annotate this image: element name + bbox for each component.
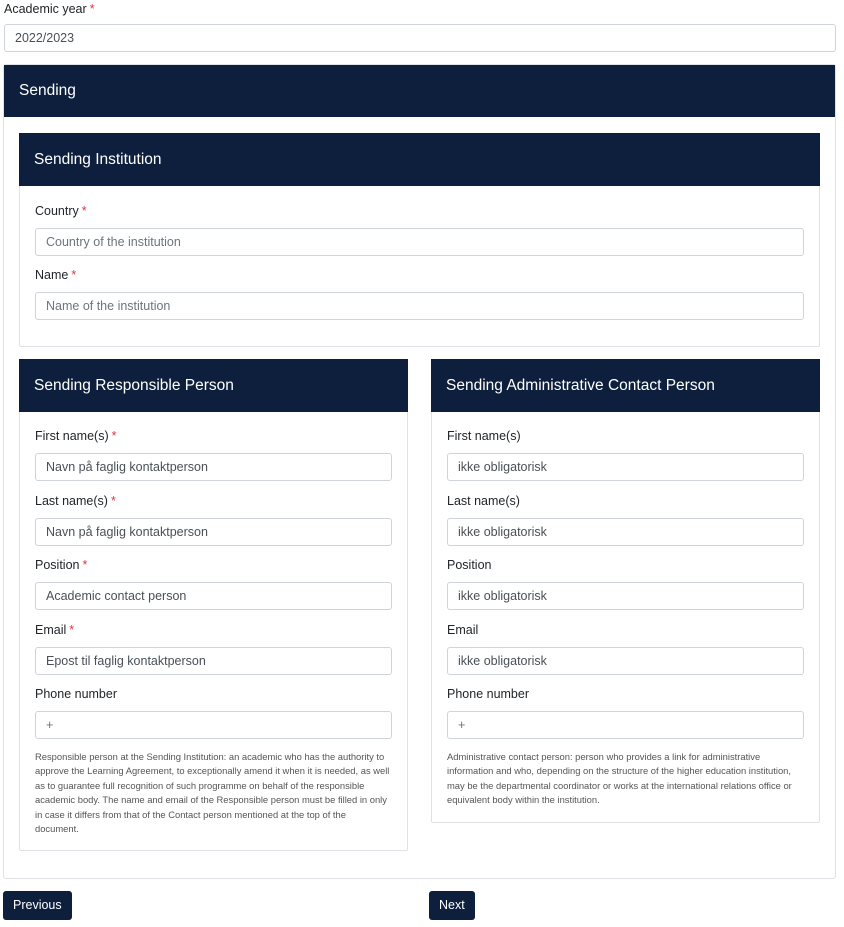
required-marker: * [82,558,88,572]
required-marker: * [71,268,77,282]
resp-position-label-text: Position [35,558,80,572]
admin-phone-label: Phone number [447,687,530,701]
country-label [35,203,804,220]
admin-position-field [447,557,804,610]
admin-email-label: Email [447,623,479,637]
resp-position-field [35,557,392,610]
responsible-person-card [19,359,408,851]
admin-phone-field [447,686,804,739]
country-input[interactable]: Country of the institution [35,228,804,256]
resp-last-name-input[interactable]: Navn på faglig kontaktperson [35,518,392,546]
responsible-person-header: Sending Responsible Person [19,359,408,412]
admin-position-input[interactable]: ikke obligatorisk [447,582,804,610]
resp-phone-field [35,686,392,739]
admin-email-field [447,622,804,675]
admin-first-name-input[interactable]: ikke obligatorisk [447,453,804,481]
sending-institution-card [19,133,820,347]
required-marker: * [89,2,95,16]
sending-section-header: Sending [4,65,835,117]
academic-year-label [4,2,95,16]
academic-year-input[interactable]: 2022/2023 [4,24,836,52]
admin-last-name-input[interactable]: ikke obligatorisk [447,518,804,546]
resp-email-input[interactable]: Epost til faglig kontaktperson [35,647,392,675]
admin-email-input[interactable]: ikke obligatorisk [447,647,804,675]
administrative-contact-note: Administrative contact person: person who provides a link for administrative information and who, depending on the structure of the higher education institution, may be the departmental coordinator or works at the international relations office or equivalent body within the institution. [447,751,792,806]
academic-year-label-text: Academic year [4,2,87,16]
required-marker: * [111,429,117,443]
sending-section [3,64,836,879]
resp-email-label [35,622,392,639]
resp-phone-label: Phone number [35,687,118,701]
resp-first-name-input[interactable]: Navn på faglig kontaktperson [35,453,392,481]
administrative-contact-card [431,359,820,823]
resp-position-label [35,557,392,574]
institution-name-label [35,267,804,284]
admin-phone-input[interactable]: + [447,711,804,739]
next-button[interactable]: Next [429,891,475,920]
required-marker: * [81,204,87,218]
country-field [35,203,804,256]
institution-name-label-text: Name [35,268,69,282]
resp-first-name-label [35,428,392,445]
institution-name-field [35,267,804,320]
resp-first-name-field [35,428,392,481]
required-marker: * [69,623,75,637]
country-label-text: Country [35,204,79,218]
previous-button[interactable]: Previous [3,891,72,920]
admin-last-name-label: Last name(s) [447,494,520,508]
admin-first-name-label: First name(s) [447,429,521,443]
resp-first-name-label-text: First name(s) [35,429,109,443]
institution-name-input[interactable]: Name of the institution [35,292,804,320]
resp-email-label-text: Email [35,623,67,637]
resp-last-name-field [35,493,392,546]
admin-position-label: Position [447,558,492,572]
responsible-person-note: Responsible person at the Sending Institution: an academic who has the authority to approve the Learning Agreement, to exceptionally amend it when it is needed, as well as to guarantee full recognition of such programme on behalf of the responsible academic body. The name and email of the Responsible person must be filled in only in case it differs from that of the Contact person mentioned at the top of the document. [35,751,390,835]
resp-last-name-label [35,493,392,510]
resp-position-input[interactable]: Academic contact person [35,582,392,610]
resp-email-field [35,622,392,675]
required-marker: * [110,494,116,508]
resp-last-name-label-text: Last name(s) [35,494,108,508]
admin-first-name-field [447,428,804,481]
sending-institution-header: Sending Institution [19,133,820,186]
administrative-contact-header: Sending Administrative Contact Person [431,359,820,412]
admin-last-name-field [447,493,804,546]
resp-phone-input[interactable]: + [35,711,392,739]
